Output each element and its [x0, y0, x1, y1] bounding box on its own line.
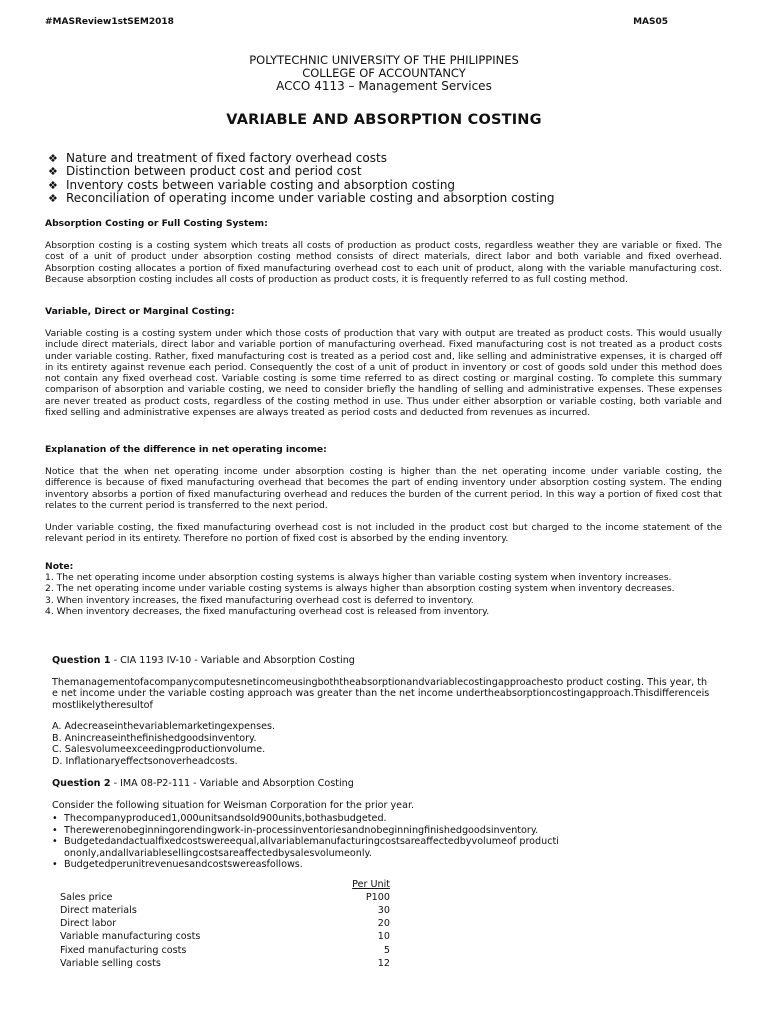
- review-tag: #MASReview1stSEM2018: [45, 17, 174, 27]
- note-item: 3. When inventory increases, the fixed manufacturing overhead cost is deferred to inventory.: [45, 594, 474, 606]
- table-row: Sales price P100: [60, 891, 390, 903]
- table-row: Direct materials 30: [60, 905, 390, 917]
- note-item: 2. The net operating income under variable costing systems is always higher than absorption costing system when inventory decreases.: [45, 583, 675, 595]
- bullet-item: • Budgetedandactualfixedcostswereequal,allvariablemanufacturingcostsareaffectedbyvolumeof productiononly,andallvariablesellingcostsareaffectedbysalesvolumeonly.: [52, 836, 559, 859]
- university-name: POLYTECHNIC UNIVERSITY OF THE PHILIPPINES: [249, 53, 519, 67]
- bullet-dot-icon: •: [52, 824, 58, 836]
- absorption-section: [45, 218, 722, 285]
- variable-heading: Variable, Direct or Marginal Costing:: [45, 306, 235, 317]
- absorption-heading: Absorption Costing or Full Costing System:: [45, 218, 268, 229]
- page-title: VARIABLE AND ABSORPTION COSTING: [226, 112, 542, 128]
- bullet-item: • Therewerenobeginningorendingwork-in-processinventoriesandnobeginningfinishedgoodsinventory.: [52, 824, 539, 836]
- bullet-item: • Budgetedperunitrevenuesandcostswereasfollows.: [52, 859, 303, 870]
- absorption-text: Absorption costing is a costing system which treats all costs of production as product costs, regardless weather they are variable or fixed. The cost of a unit of product under absorption costing method consists of direct materials, direct labor and both variable and fixed overhead. Absorption costing allocates a portion of fixed manufacturing overhead cost to each unit of product, along with the variable manufacturing cost. Because absorption costing includes all costs of production as product costs, it is frequently referred to as full costing method.: [45, 240, 722, 285]
- variable-text: Variable costing is a costing system under which those costs of production that vary with output are treated as product costs. This would usually include direct materials, direct labor and variable portion of manufacturing overhead. Fixed manufacturing cost is not treated as a product costs under variable costing. Rather, fixed manufacturing cost is treated as a period cost and, like selling and administrative expenses, it is charged off in its entirety against revenue each period. Consequently the cost of a unit of product in inventory or cost of goods sold under this method does not contain any fixed overhead cost. Variable costing is some time referred to as direct costing or marginal costing. To complete this summary comparison of absorption and variable costing, we need to consider briefly the handling of selling and administrative expenses. These expenses are never treated as product costs, regardless of the costing method in use. Thus under either absorption or variable costing, both variable and fixed selling and administrative expenses are always treated as period costs and deducted from revenues as incurred.: [45, 328, 722, 418]
- per-unit-table: [60, 878, 390, 970]
- explanation-heading: Explanation of the difference in net operating income:: [45, 444, 327, 455]
- institution-block: [0, 54, 768, 94]
- topic-item: ❖ Nature and treatment of fixed factory overhead costs: [48, 151, 387, 165]
- bullet-dot-icon: •: [52, 813, 58, 824]
- question-1-choices: [52, 721, 712, 767]
- note-item: 1. The net operating income under absorption costing systems is always higher than variable costing system when inventory increases.: [45, 572, 672, 584]
- table-row: Fixed manufacturing costs 5: [60, 944, 390, 956]
- choice-a: A. Adecreaseinthevariablemarketingexpenses.: [52, 721, 276, 732]
- question-1-text: Themanagementofacompanycomputesnetincomeusingboththeabsorptionandvariablecostingapproachesto product costing. This year, the net income under the variable costing approach was greater than the net income undertheabsorptioncostingapproach.Thisdifferenceismostlikelytheresultof: [52, 676, 710, 711]
- explanation-section: [45, 444, 722, 545]
- bullet-item: • Thecompanyproduced1,000unitsandsold900units,bothasbudgeted.: [52, 813, 387, 824]
- choice-d: D. Inflationaryeffectsonoverheadcosts.: [52, 755, 238, 767]
- module-code: MAS05: [633, 17, 668, 27]
- table-row: Variable selling costs 12: [60, 957, 390, 969]
- variable-section: [45, 306, 722, 418]
- bullet-dot-icon: •: [52, 836, 58, 847]
- choice-b: B. Anincreaseinthefinishedgoodsinventory.: [52, 732, 257, 744]
- question-1-source: - CIA 1193 IV-10 - Variable and Absorption Costing: [110, 655, 355, 666]
- college-name: COLLEGE OF ACCOUNTANCY: [302, 66, 466, 81]
- question-2-label: Question 2: [52, 778, 111, 789]
- table-row: Direct labor 20: [60, 918, 390, 930]
- choice-c: C. Salesvolumeexceedingproductionvolume.: [52, 744, 266, 755]
- explanation-text-2: Under variable costing, the fixed manufacturing overhead cost is not included in the product cost but charged to the income statement of the relevant period in its entirety. Therefore no portion of fixed cost is absorbed by the ending inventory.: [45, 522, 722, 545]
- diamond-bullet-icon: ❖: [48, 191, 58, 205]
- per-unit-header: Per Unit: [352, 878, 390, 890]
- topic-item: ❖ Distinction between product cost and period cost: [48, 164, 362, 179]
- question-2-source: - IMA 08-P2-111 - Variable and Absorption Costing: [110, 778, 354, 789]
- topic-list: [48, 152, 555, 205]
- note-heading: Note:: [45, 561, 74, 572]
- diamond-bullet-icon: ❖: [48, 178, 58, 192]
- diamond-bullet-icon: ❖: [48, 165, 58, 179]
- question-2-bullets: [52, 813, 712, 871]
- diamond-bullet-icon: ❖: [48, 152, 58, 165]
- bullet-dot-icon: •: [52, 859, 58, 870]
- note-section: [45, 561, 722, 617]
- note-item: 4. When inventory decreases, the fixed manufacturing overhead cost is released from inventory.: [45, 605, 490, 617]
- topic-item: ❖ Inventory costs between variable costing and absorption costing: [48, 177, 456, 192]
- question-1-label: Question 1: [52, 655, 111, 666]
- topic-item: ❖ Reconciliation of operating income under variable costing and absorption costing: [48, 190, 555, 205]
- question-2-intro: Consider the following situation for Weisman Corporation for the prior year.: [52, 799, 415, 811]
- table-row: Variable manufacturing costs 10: [60, 931, 390, 943]
- question-2: [52, 778, 712, 871]
- explanation-text-1: Notice that the when net operating income under absorption costing is higher than the net operating income under variable costing, the difference is because of fixed manufacturing overhead that becomes the part of ending inventory under absorption costing system. The ending inventory absorbs a portion of fixed manufacturing overhead and reduces the burden of the current period. In this way a portion of fixed cost that relates to the current period is transferred to the next period.: [45, 466, 722, 511]
- question-1: [52, 655, 712, 767]
- table-header-row: [60, 878, 390, 891]
- course-title: ACCO 4113 – Management Services: [276, 79, 492, 94]
